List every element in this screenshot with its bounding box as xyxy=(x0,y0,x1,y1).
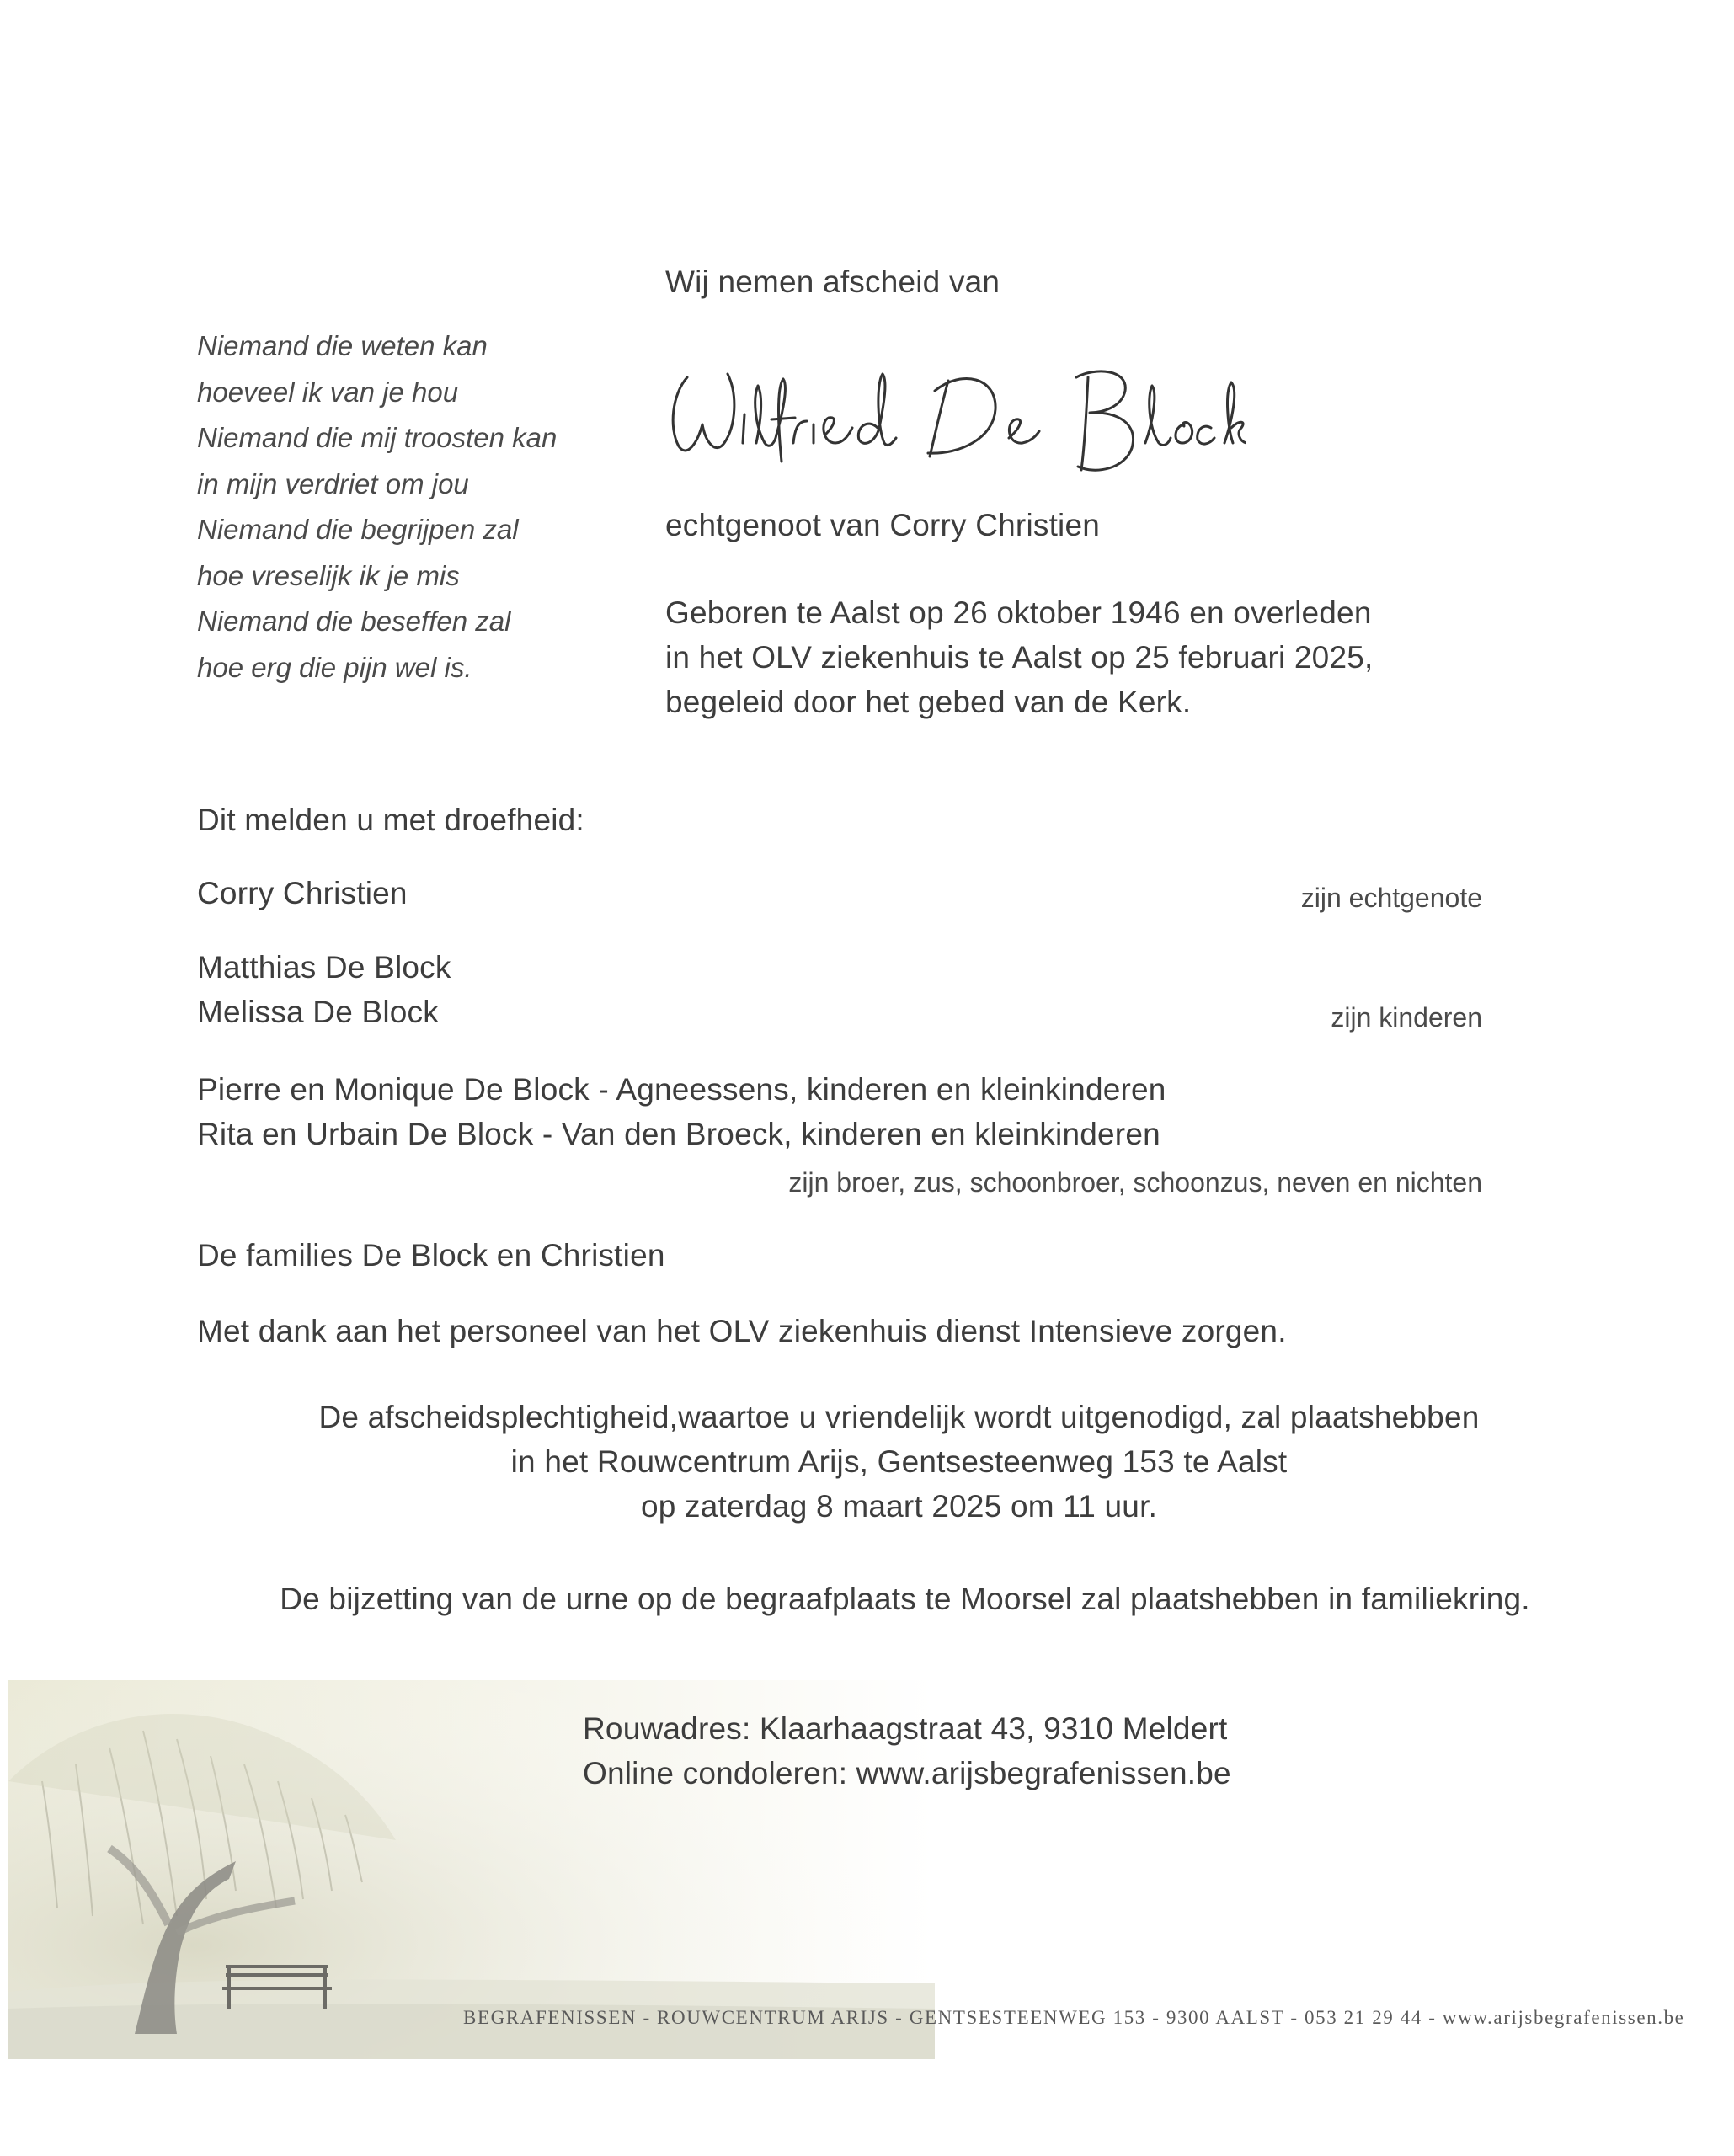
spouse-line: echtgenoot van Corry Christien xyxy=(665,508,1101,542)
address-line: Rouwadres: Klaarhaagstraat 43, 9310 Meldert xyxy=(583,1711,1228,1746)
spouse-role: zijn echtgenote xyxy=(1300,883,1482,913)
sibling-line: Rita en Urbain De Block - Van den Broeck, kinderen en kleinkinderen xyxy=(197,1117,1160,1151)
ceremony-line: De afscheidsplechtigheid,waartoe u vriendelijk wordt uitgenodigd, zal plaatshebben xyxy=(318,1400,1480,1434)
poem-line: Niemand die mij troosten kan xyxy=(197,422,558,453)
ceremony-line: in het Rouwcentrum Arijs, Gentsesteenweg 153 te Aalst xyxy=(510,1444,1288,1479)
children-block xyxy=(197,950,451,1039)
poem-line: Niemand die beseffen zal xyxy=(197,606,511,637)
online-condolence-line: Online condoleren: www.arijsbegrafenissen.be xyxy=(583,1756,1231,1790)
burial-line: De bijzetting van de urne op de begraafplaats te Moorsel zal plaatshebben in familiekring. xyxy=(280,1582,1530,1616)
birth-death-block xyxy=(665,595,1374,729)
spouse-name: Corry Christien xyxy=(197,876,408,910)
child-name: Melissa De Block xyxy=(197,995,439,1029)
poem-line: Niemand die weten kan xyxy=(197,330,488,361)
poem-line: hoe erg die pijn wel is. xyxy=(197,651,472,683)
ceremony-block xyxy=(32,1400,1734,1534)
name-signature xyxy=(657,344,1246,478)
intro-text: Wij nemen afscheid van xyxy=(665,264,1000,299)
child-name: Matthias De Block xyxy=(197,950,451,985)
poem-line: in mijn verdriet om jou xyxy=(197,467,469,499)
siblings-role: zijn broer, zus, schoonbroer, schoonzus, neven en nichten xyxy=(788,1167,1482,1198)
funeral-home-footer: BEGRAFENISSEN - ROUWCENTRUM ARIJS - GENTSESTEENWEG 153 - 9300 AALST - 053 21 29 44 - www.arijsbegrafenissen.be xyxy=(463,2007,1685,2028)
ceremony-line: op zaterdag 8 maart 2025 om 11 uur. xyxy=(640,1489,1158,1524)
poem xyxy=(197,323,557,691)
announcement: Dit melden u met droefheid: xyxy=(197,803,584,837)
birth-death-line: in het OLV ziekenhuis te Aalst op 25 februari 2025, xyxy=(665,640,1374,675)
children-role: zijn kinderen xyxy=(1331,1002,1482,1033)
poem-line: Niemand die begrijpen zal xyxy=(197,514,519,545)
poem-line: hoe vreselijk ik je mis xyxy=(197,559,460,591)
poem-line: hoeveel ik van je hou xyxy=(197,376,459,408)
siblings-block xyxy=(197,1072,1166,1161)
birth-death-line: begeleid door het gebed van de Kerk. xyxy=(665,685,1192,719)
thanks-line: Met dank aan het personeel van het OLV ziekenhuis dienst Intensieve zorgen. xyxy=(197,1314,1287,1348)
families-line: De families De Block en Christien xyxy=(197,1238,665,1273)
birth-death-line: Geboren te Aalst op 26 oktober 1946 en overleden xyxy=(665,595,1372,630)
sibling-line: Pierre en Monique De Block - Agneessens, kinderen en kleinkinderen xyxy=(197,1072,1166,1107)
